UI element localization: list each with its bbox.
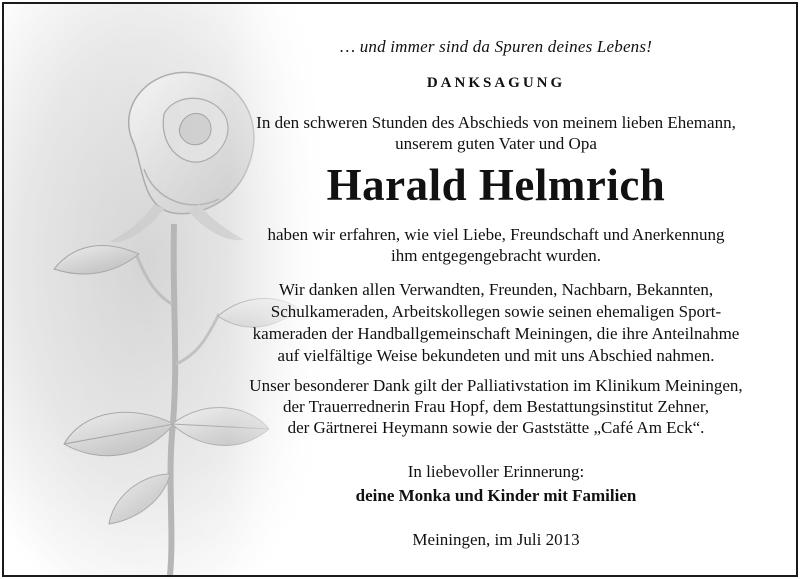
special-thanks-line: der Trauerrednerin Frau Hopf, dem Bestattungsinstitut Zehner, (282, 397, 710, 416)
intro-line: unserem guten Vater und Opa (395, 134, 597, 153)
experience-line: haben wir erfahren, wie viel Liebe, Freundschaft und Anerkennung (267, 225, 725, 244)
intro-paragraph (226, 112, 766, 154)
special-thanks-paragraph (226, 375, 766, 438)
thanks-line: kameraden der Handballgemeinschaft Meiningen, die ihre Anteilnahme (252, 324, 740, 343)
thanks-paragraph (226, 279, 766, 367)
special-thanks-line: der Gärtnerei Heymann sowie der Gaststätte „Café Am Eck“. (287, 418, 705, 437)
closing-line: In liebevoller Erinnerung: (407, 462, 585, 481)
place-date: Meiningen, im Juli 2013 (412, 530, 580, 549)
experience-line: ihm entgegengebracht wurden. (390, 246, 602, 265)
experience-paragraph (226, 224, 766, 266)
special-thanks-line: Unser besonderer Dank gilt der Palliativstation im Klinikum Meiningen, (249, 376, 743, 395)
thanks-line: Schulkameraden, Arbeitskollegen sowie seinen ehemaligen Sport- (270, 302, 722, 321)
motto: … und immer sind da Spuren deines Lebens! (339, 37, 653, 56)
thanks-line: Wir danken allen Verwandten, Freunden, Nachbarn, Bekannten, (278, 280, 714, 299)
signatories: deine Monka und Kinder mit Familien (355, 486, 637, 505)
intro-line: In den schweren Stunden des Abschieds von meinem lieben Ehemann, (256, 113, 736, 132)
thanks-line: auf vielfältige Weise bekundeten und mit uns Abschied nahmen. (277, 346, 715, 365)
obituary-card (2, 2, 798, 577)
heading: DANKSAGUNG (426, 75, 566, 91)
deceased-name: Harald Helmrich (326, 160, 666, 210)
